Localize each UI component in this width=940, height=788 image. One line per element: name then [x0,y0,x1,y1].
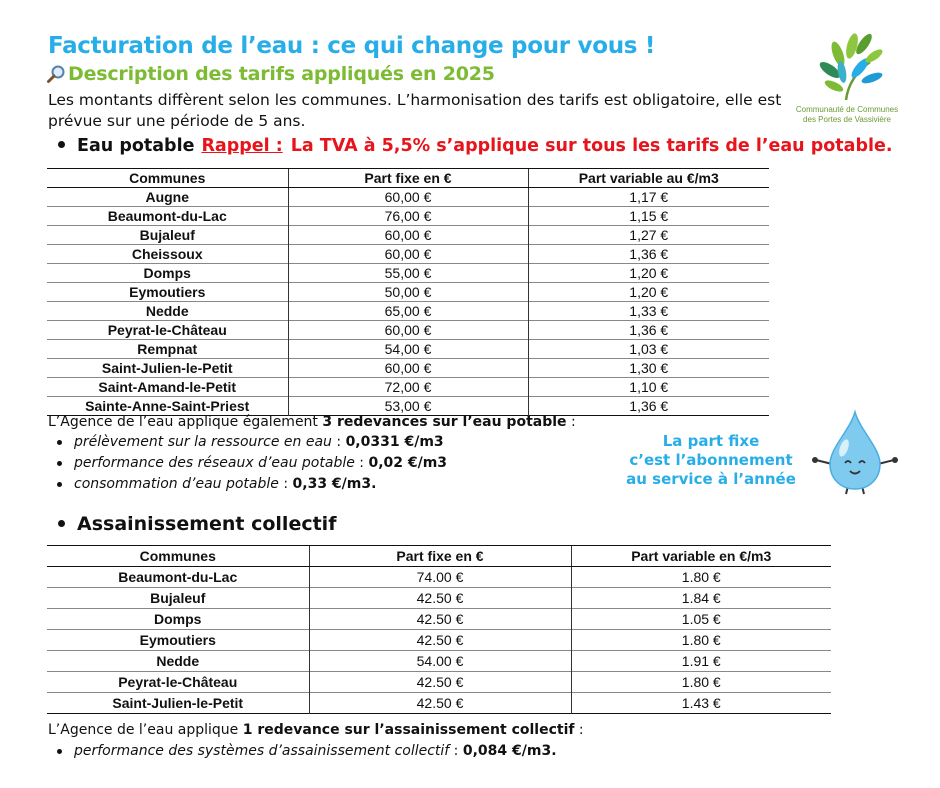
table-row [47,609,831,630]
part-variable-cell: 1,30 € [528,359,769,378]
part-fixe-cell: 50,00 € [288,283,528,302]
page-subtitle [46,63,495,85]
redevances-eau-potable-list [48,432,447,495]
part-fixe-cell: 53,00 € [288,397,528,416]
part-variable-cell: 1,36 € [528,245,769,264]
intro-text: Les montants diffèrent selon les communes. L’harmonisation des tarifs est obligatoire, elle est prévue sur une période de 5 ans. [48,91,782,130]
commune-cell: Bujaleuf [139,227,195,243]
part-fixe-cell: 54,00 € [288,340,528,359]
table-row [47,359,769,378]
part-fixe-cell: 42.50 € [309,609,571,630]
assainissement-table [47,545,831,714]
column-header: Communes [47,169,288,188]
column-header: Part fixe en € [309,546,571,567]
commune-cell: Beaumont-du-Lac [118,569,238,585]
column-header: Communes [47,546,309,567]
part-fixe-callout: La part fixe c’est l’abonnement au service à l’année [626,432,796,488]
table-row [47,378,769,397]
commune-cell: Nedde [156,653,200,669]
table-header [47,169,769,188]
table-header [47,546,831,567]
part-variable-cell: 1.84 € [571,588,831,609]
table-row [47,567,831,588]
list-item: performance des systèmes d’assainissement collectif : 0,084 €/m3. [48,741,557,762]
table-row [47,264,769,283]
commune-cell: Nedde [145,303,189,319]
leaves-icon [790,32,904,106]
table-row [47,302,769,321]
part-variable-cell: 1.80 € [571,672,831,693]
bullet [58,141,65,148]
column-header: Part variable en €/m3 [571,546,831,567]
table-row [47,588,831,609]
part-variable-cell: 1,36 € [528,397,769,416]
part-fixe-cell: 42.50 € [309,672,571,693]
table-row [47,283,769,302]
table-row [47,630,831,651]
commune-cell: Saint-Julien-le-Petit [112,695,244,711]
part-variable-cell: 1,17 € [528,188,769,207]
part-fixe-cell: 74.00 € [309,567,571,588]
section-title: Eau potable [77,136,195,156]
commune-cell: Sainte-Anne-Saint-Priest [85,398,250,414]
part-variable-cell: 1,27 € [528,226,769,245]
list-item: consommation d’eau potable : 0,33 €/m3. [48,474,447,495]
part-fixe-cell: 60,00 € [288,245,528,264]
part-variable-cell: 1.80 € [571,630,831,651]
logo [790,32,904,128]
part-variable-cell: 1,15 € [528,207,769,226]
commune-cell: Saint-Amand-le-Petit [98,379,237,395]
part-variable-cell: 1,36 € [528,321,769,340]
eau-potable-table [47,168,769,416]
table-row [47,340,769,359]
part-fixe-cell: 54.00 € [309,651,571,672]
part-variable-cell: 1,10 € [528,378,769,397]
table-row [47,651,831,672]
list-item: prélèvement sur la ressource en eau : 0,0331 €/m3 [48,432,447,453]
commune-cell: Peyrat-le-Château [107,322,227,338]
table-row [47,188,769,207]
redevances-assainissement-list [48,741,557,762]
section-eau-potable-heading [58,136,893,156]
part-variable-cell: 1,33 € [528,302,769,321]
part-fixe-cell: 42.50 € [309,630,571,651]
table-row [47,245,769,264]
commune-cell: Rempnat [137,341,198,357]
part-fixe-cell: 60,00 € [288,226,528,245]
part-variable-cell: 1,03 € [528,340,769,359]
logo-text: Communauté de Communes des Portes de Vassivière [795,105,899,124]
part-fixe-cell: 42.50 € [309,588,571,609]
section-title: Assainissement collectif [77,513,337,535]
table-row [47,693,831,714]
commune-cell: Domps [154,611,202,627]
table-row [47,321,769,340]
magnifier-icon [46,64,66,84]
part-fixe-cell: 60,00 € [288,188,528,207]
column-header: Part fixe en € [288,169,528,188]
table-row [47,672,831,693]
part-variable-cell: 1,20 € [528,264,769,283]
commune-cell: Eymoutiers [129,284,206,300]
subtitle-text: Description des tarifs appliqués en 2025 [68,63,495,85]
part-fixe-cell: 60,00 € [288,321,528,340]
part-variable-cell: 1.80 € [571,567,831,588]
agence-assainissement-text: L’Agence de l’eau applique 1 redevance sur l’assainissement collectif : [48,722,584,738]
part-fixe-cell: 72,00 € [288,378,528,397]
bullet [58,520,65,527]
list-item: performance des réseaux d’eau potable : 0,02 €/m3 [48,453,447,474]
part-variable-cell: 1,20 € [528,283,769,302]
table-row [47,397,769,416]
commune-cell: Domps [143,265,191,281]
commune-cell: Beaumont-du-Lac [107,208,227,224]
commune-cell: Saint-Julien-le-Petit [101,360,233,376]
commune-cell: Cheissoux [131,246,203,262]
table-row [47,207,769,226]
part-variable-cell: 1.05 € [571,609,831,630]
table-row [47,226,769,245]
commune-cell: Eymoutiers [139,632,216,648]
rappel-label: Rappel : [201,136,283,156]
rappel-text: La TVA à 5,5% s’applique sur tous les tarifs de l’eau potable. [290,136,893,156]
commune-cell: Peyrat-le-Château [118,674,238,690]
column-header: Part variable au €/m3 [528,169,769,188]
section-assainissement-heading [58,513,336,535]
part-variable-cell: 1.91 € [571,651,831,672]
part-variable-cell: 1.43 € [571,693,831,714]
part-fixe-cell: 42.50 € [309,693,571,714]
part-fixe-cell: 60,00 € [288,359,528,378]
commune-cell: Augne [145,189,190,205]
water-drop-mascot-icon [810,408,900,498]
agence-eau-potable-text: L’Agence de l’eau applique également 3 redevances sur l’eau potable : [48,414,576,430]
page-title: Facturation de l’eau : ce qui change pour vous ! [48,33,656,59]
commune-cell: Bujaleuf [150,590,206,606]
part-fixe-cell: 76,00 € [288,207,528,226]
part-fixe-cell: 65,00 € [288,302,528,321]
part-fixe-cell: 55,00 € [288,264,528,283]
